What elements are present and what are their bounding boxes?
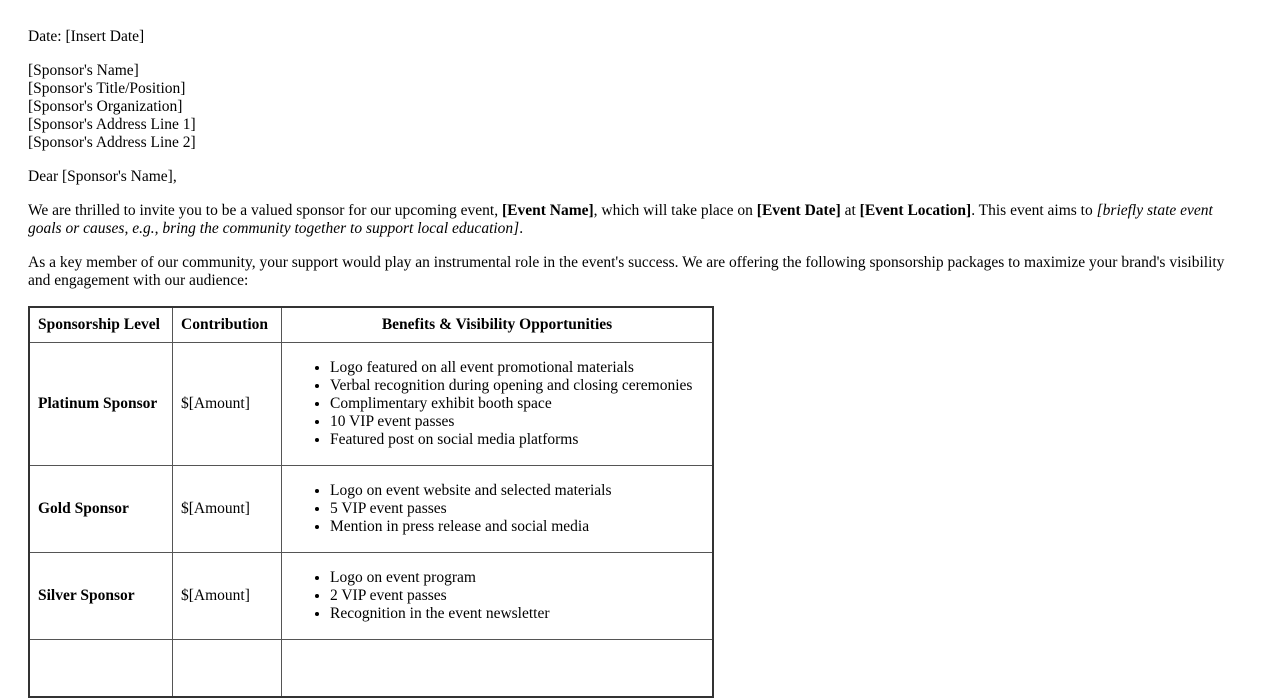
benefit-item: • Recognition in the event newsletter (330, 605, 704, 623)
packages-paragraph: As a key member of our community, your support would play an instrumental role in the event's success. We are offering the following sponsorship packages to maximize your brand's visibility and engagement with our audience: (28, 254, 1225, 289)
benefits-list (290, 569, 704, 623)
intro-text-2: , which will take place on (593, 202, 757, 219)
table-row-gold (29, 466, 713, 553)
benefits-list (290, 359, 704, 449)
sponsor-title-line: [Sponsor's Title/Position] (28, 80, 186, 97)
table-header-row (29, 307, 713, 343)
benefit-item: • 5 VIP event passes (330, 500, 704, 518)
intro-text-5: . (519, 220, 524, 237)
table-row-silver (29, 553, 713, 640)
sponsor-level: Silver Sponsor (29, 553, 173, 640)
header-contribution: Contribution (173, 307, 282, 343)
benefits-cell (282, 466, 714, 553)
benefit-item: • Mention in press release and social media (330, 518, 704, 536)
sponsor-organization-line: [Sponsor's Organization] (28, 98, 183, 115)
benefits-cell (282, 553, 714, 640)
contribution-amount: $[Amount] (173, 553, 282, 640)
salutation: Dear [Sponsor's Name], (28, 168, 177, 185)
sponsor-address-line-2: [Sponsor's Address Line 2] (28, 134, 196, 151)
date-line: Date: [Insert Date] (28, 28, 145, 45)
sponsor-name-line: [Sponsor's Name] (28, 62, 139, 79)
event-goals: [briefly state event goals or causes, e.g., bring the community together to support local education] (28, 202, 1213, 237)
benefit-item: • Logo on event website and selected materials (330, 482, 704, 500)
empty-cell (282, 640, 714, 698)
benefit-item: • Logo featured on all event promotional materials (330, 359, 704, 377)
benefit-item: • 2 VIP event passes (330, 587, 704, 605)
intro-text-4: . This event aims to (971, 202, 1097, 219)
header-benefits: Benefits & Visibility Opportunities (282, 307, 714, 343)
sponsor-address-block (28, 62, 1228, 152)
intro-text-3: at (840, 202, 860, 219)
intro-text-1: We are thrilled to invite you to be a valued sponsor for our upcoming event, (28, 202, 502, 219)
benefit-item: • Featured post on social media platforms (330, 431, 704, 449)
benefits-cell (282, 343, 714, 466)
benefit-item: • 10 VIP event passes (330, 413, 704, 431)
empty-cell (173, 640, 282, 698)
table-row-platinum (29, 343, 713, 466)
sponsor-address-line-1: [Sponsor's Address Line 1] (28, 116, 196, 133)
table-row-partial (29, 640, 713, 698)
sponsor-level: Gold Sponsor (29, 466, 173, 553)
event-name: [Event Name] (501, 202, 594, 219)
contribution-amount: $[Amount] (173, 466, 282, 553)
benefits-list (290, 482, 704, 536)
sponsor-level: Platinum Sponsor (29, 343, 173, 466)
header-sponsorship-level: Sponsorship Level (29, 307, 173, 343)
sponsorship-table (28, 306, 714, 698)
benefit-item: • Complimentary exhibit booth space (330, 395, 704, 413)
intro-paragraph (28, 202, 1228, 238)
event-location: [Event Location] (859, 202, 972, 219)
benefit-item: • Verbal recognition during opening and closing ceremonies (330, 377, 704, 395)
empty-cell (29, 640, 173, 698)
contribution-amount: $[Amount] (173, 343, 282, 466)
event-date: [Event Date] (756, 202, 841, 219)
benefit-item: • Logo on event program (330, 569, 704, 587)
